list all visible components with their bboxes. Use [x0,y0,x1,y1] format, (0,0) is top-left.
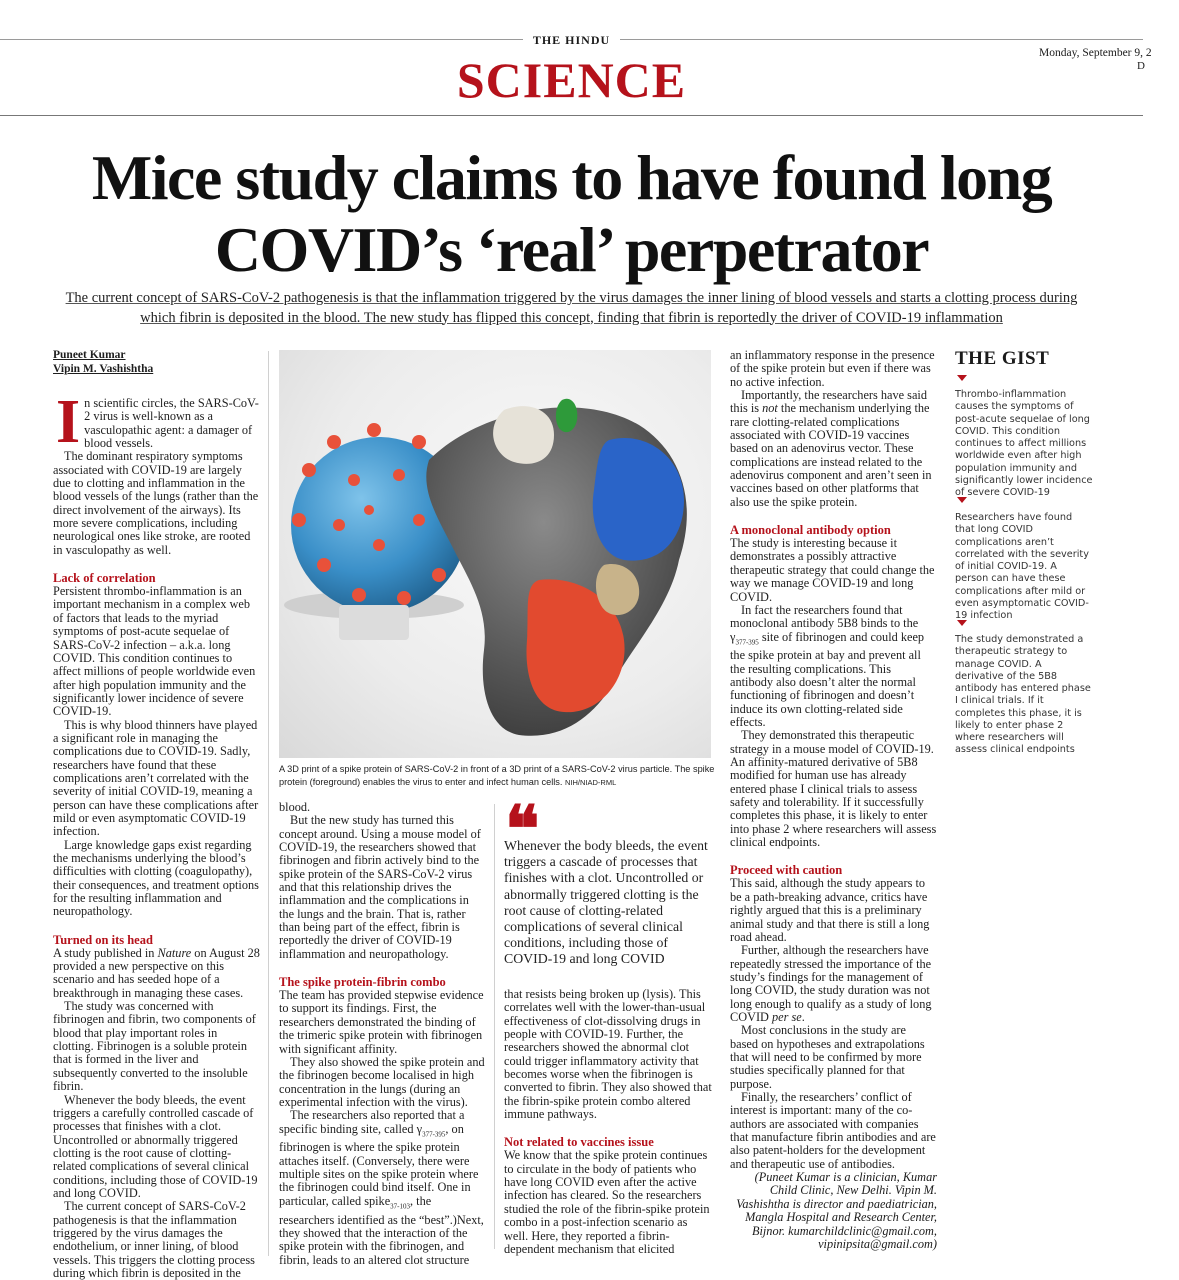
paper-name: THE HINDU [0,33,1143,48]
intro-paragraph: In scientific circles, the SARS-CoV-2 virus is well-known as a vasculopathic agent: a damager of blood vessels. [56,388,259,456]
paragraph: Further, although the researchers have repeatedly stressed the importance of the study’s findings for the management of long COVID, the study duration was not long enough to qualify as a study of long COVID per se. [730,943,932,1024]
author-credit-note: (Puneet Kumar is a clinician, Kumar Child Clinic, New Delhi. Vipin M. Vashishtha is director and paediatrician, Mangla Hospital and Research Center, Bijnor. kumarchildclinic@gmail.com, vipinipsita@gmail.com) [736,1170,937,1252]
paragraph: We know that the spike protein continues to circulate in the body of patients who have long COVID even after the active infection has cleared. So the researchers studied the role of the fibrin-spike protein combo in a post-infection scenario as well. Here, they reported a fibrin-dependent mechanism that elicited [504,1148,710,1256]
gist-item-3: The study demonstrated a therapeutic strategy to manage COVID. A derivative of the 5B8 antibody has entered phase I clinical trials. If it completes this phase, it is likely to enter phase 2 where researchers will assess clinical endpoints [955,634,1091,756]
masthead-bottom-rule [0,115,1143,116]
paragraph: The current concept of SARS-CoV-2 pathogenesis is that the inflammation triggered by the virus damages the endothelium, or inner lining, of blood vessels. This triggers the clotting process during which fibrin is deposited in the [53,1199,255,1280]
gist-item-2: Researchers have found that long COVID complications aren’t correlated with the severity of initial COVID-19. A person can have these complications after mild or even asymptomatic COVID-19 infection [955,512,1089,621]
photo-caption: A 3D print of a spike protein of SARS-CoV-2 in front of a 3D print of a SARS-CoV-2 virus particle. The spike protein (foreground) enables the virus to enter and infect human cells. NIH/NIAD-RML [279,764,715,787]
paragraph: an inflammatory response in the presence of the spike protein but even if there was no active infection. [730,348,935,389]
standfirst-line-2: which fibrin is deposited in the blood. The new study has flipped this concept, finding that fibrin is reportedly the driver of COVID-19 inflammation [140,309,1003,326]
standfirst-line-1: The current concept of SARS-CoV-2 pathogenesis is that the inflammation triggered by the virus damages the inner lining of blood vessels and starts a clotting process during [65,290,1078,306]
subhead-not-related-to-vaccines: Not related to vaccines issue [504,1135,654,1150]
paragraph: But the new study has turned this concept around. Using a mouse model of COVID-19, the researchers showed that fibrinogen and fibrin actively bind to the spike protein of the SARS-CoV-2 virus and that this relationship drives the inflammation and the complications in the lungs and the brain. That is, rather than being part of the effect, fibrin is reportedly the driver of COVID-19 inflammation and neuropathology. [279,813,481,961]
gist-arrow-icon [957,375,967,381]
subhead-lack-of-correlation: Lack of correlation [53,571,156,586]
byline-author-1[interactable]: Puneet Kumar [53,349,126,361]
paragraph: The study was concerned with fibrinogen and fibrin, two components of blood that play important roles in clotting. Fibrinogen is a soluble protein that is formed in the liver and subsequently converted to the insoluble fibrin. [53,999,256,1094]
subhead-proceed-with-caution: Proceed with caution [730,863,843,878]
quote-mark-icon: ❝ [505,792,540,867]
paragraph: The dominant respiratory symptoms associated with COVID-19 are largely due to clotting and inflammation in the blood vessels of the lungs (rather than the direct involvement of the airways). Its more severe complications, including neurological ones like stroke, are rooted in vasculopathy as well. [53,449,259,557]
section-title: SCIENCE [456,52,687,108]
article-column-3 [504,988,714,1256]
paragraph: Finally, the researchers’ conflict of interest is important: many of the co-authors are associated with companies that manufacture fibrin antibodies and are also patent-holders for the development and therapeutic use of antibodies. [730,1089,936,1171]
subhead-turned-on-its-head: Turned on its head [53,932,153,947]
column-divider [268,351,269,1256]
gist-arrow-icon [957,497,967,503]
paragraph: that resists being broken up (lysis). This correlates well with the lower-than-usual effectiveness of clot-dissolving drugs in people with COVID-19. Further, the researchers showed the abnormal clot could trigger inflammatory activity that becomes worse when the fibrinogen is converted to fibrin. They also showed that the fibrin-spike protein combo altered immune pathways. [504,987,712,1122]
subhead-monoclonal-antibody-option: A monoclonal antibody option [730,523,891,538]
spike-protein-illustration [279,350,711,758]
paragraph: In fact the researchers found that monoclonal antibody 5B8 binds to the $\gamma_{377-395}$ site of fibrinogen and could keep the spike protein at bay and prevent all the resulting complications. This antibody also doesn’t alter the normal functioning of fibrinogen and doesn’t induce its own clotting-related side effects. [730,602,925,730]
gist-title: THE GIST [955,348,1050,369]
article-column-2 [279,801,486,1267]
issue-date: Monday, September 9, 2 [1039,47,1152,59]
gist-arrow-icon [957,620,967,626]
issue-date-extra: D [1137,60,1145,72]
standfirst [40,289,1103,328]
paragraph: They demonstrated this therapeutic strategy in a mouse model of COVID-19. An affinity-matured derivative of 5B8 modified for human use has already entered phase I clinical trials to assess safety and tolerability. If it successfully completes this phase, it is likely to enter into phase 2 where researchers will assess clinical endpoints. [730,728,937,850]
paragraph: Importantly, the researchers have said this is not the mechanism underlying the rare clotting-related complications associated with COVID-19 vaccines based on an adenovirus vector. These complications are instead related to the adenovirus component and aren’t seen in vaccines based on other platforms that also use the spike protein. [730,388,932,509]
headline-line-1: Mice study claims to have found long [91,142,1052,213]
paragraph: Whenever the body bleeds, the event triggers a carefully controlled cascade of processes that finishes with a clot. Uncontrolled or abnormally triggered clotting is the root cause of clotting-related complications of several clinical conditions, including those of COVID-19 and long COVID. [53,1092,258,1200]
article-photo [279,350,711,758]
paragraph: A study published in Nature on August 28 provided a new perspective on this scenario and has seeded hope of a breakthrough in managing these cases. [53,945,260,1000]
paragraph: The team has provided stepwise evidence to support its findings. First, the researchers demonstrated the binding of the trimeric spike protein with fibrinogen with significant affinity. [279,988,484,1056]
paragraph: The study is interesting because it demonstrates a possibly attractive therapeutic strategy that could change the way we manage COVID-19 and long COVID. [730,536,935,604]
paragraph: Persistent thrombo-inflammation is an important mechanism in a complex web of factors that leads to the myriad symptoms of post-acute sequelae of SARS-CoV-2 infection – a.k.a. long COVID. This condition continues to affect millions of people worldwide even after high population immunity and the significantly lower incidence of severe COVID-19. [53,584,256,719]
paragraph: This is why blood thinners have played a significant role in managing the complications due to COVID-19. Sadly, researchers have found that these complications aren’t correlated with the severity of initial COVID-19, meaning a person can have these complications after mild or even asymptomatic COVID-19 infection. [53,717,259,839]
headline [20,142,1123,286]
headline-line-2: COVID’s ‘real’ perpetrator [214,214,929,285]
subhead-spike-protein-fibrin-combo: The spike protein-fibrin combo [279,975,446,990]
drop-cap: I [56,388,81,456]
paragraph: blood. [279,800,311,814]
column-divider [494,804,495,1249]
gist-item-1: Thrombo-inflammation causes the symptoms of post-acute sequelae of long COVID. This condition continues to affect millions worldwide even after high population immunity and significantly lower incidence of severe COVID-19 [955,389,1093,498]
article-column-1 [53,349,260,1280]
paragraph: Large knowledge gaps exist regarding the mechanisms underlying the blood’s difficulties with clotting (coagulopathy), their consequences, and treatment options for the resulting inflammation and neuropathology. [53,837,259,919]
article-column-4 [730,349,937,1171]
paragraph: This said, although the study appears to be a path-breaking advance, critics have rightly argued that this is a preliminary animal study and that there is still a long road ahead. [730,876,930,944]
photo-credit: NIH/NIAD-RML [565,778,617,787]
paragraph: Most conclusions in the study are based on hypotheses and extrapolations that will need to be confirmed by more studies specifically planned for that purpose. [730,1023,925,1091]
paragraph: They also showed the spike protein and the fibrinogen become localised in high concentration in the lungs (during an experimental infection with the virus). [279,1054,485,1109]
byline-author-2[interactable]: Vipin M. Vashishtha [53,362,154,375]
pull-quote: Whenever the body bleeds, the event triggers a cascade of processes that finishes with a clot. Uncontrolled or abnormally triggered clotting is the root cause of clotting-related complications of several clinical conditions, including those of COVID-19 and long COVID [504,838,708,967]
paragraph: The researchers also reported that a specific binding site, called $\gamma_{377-395}$, on fibrinogen is where the spike protein attaches itself. (Conversely, there were multiple sites on the spike protein where the fibrinogen could bind itself. One in particular, called spike$_{37-103}$, the researchers identified as the “best”.)Next, they showed that the interaction of the spike protein with the fibrinogen, and fibrin, leads to an altered clot structure [279,1108,484,1267]
